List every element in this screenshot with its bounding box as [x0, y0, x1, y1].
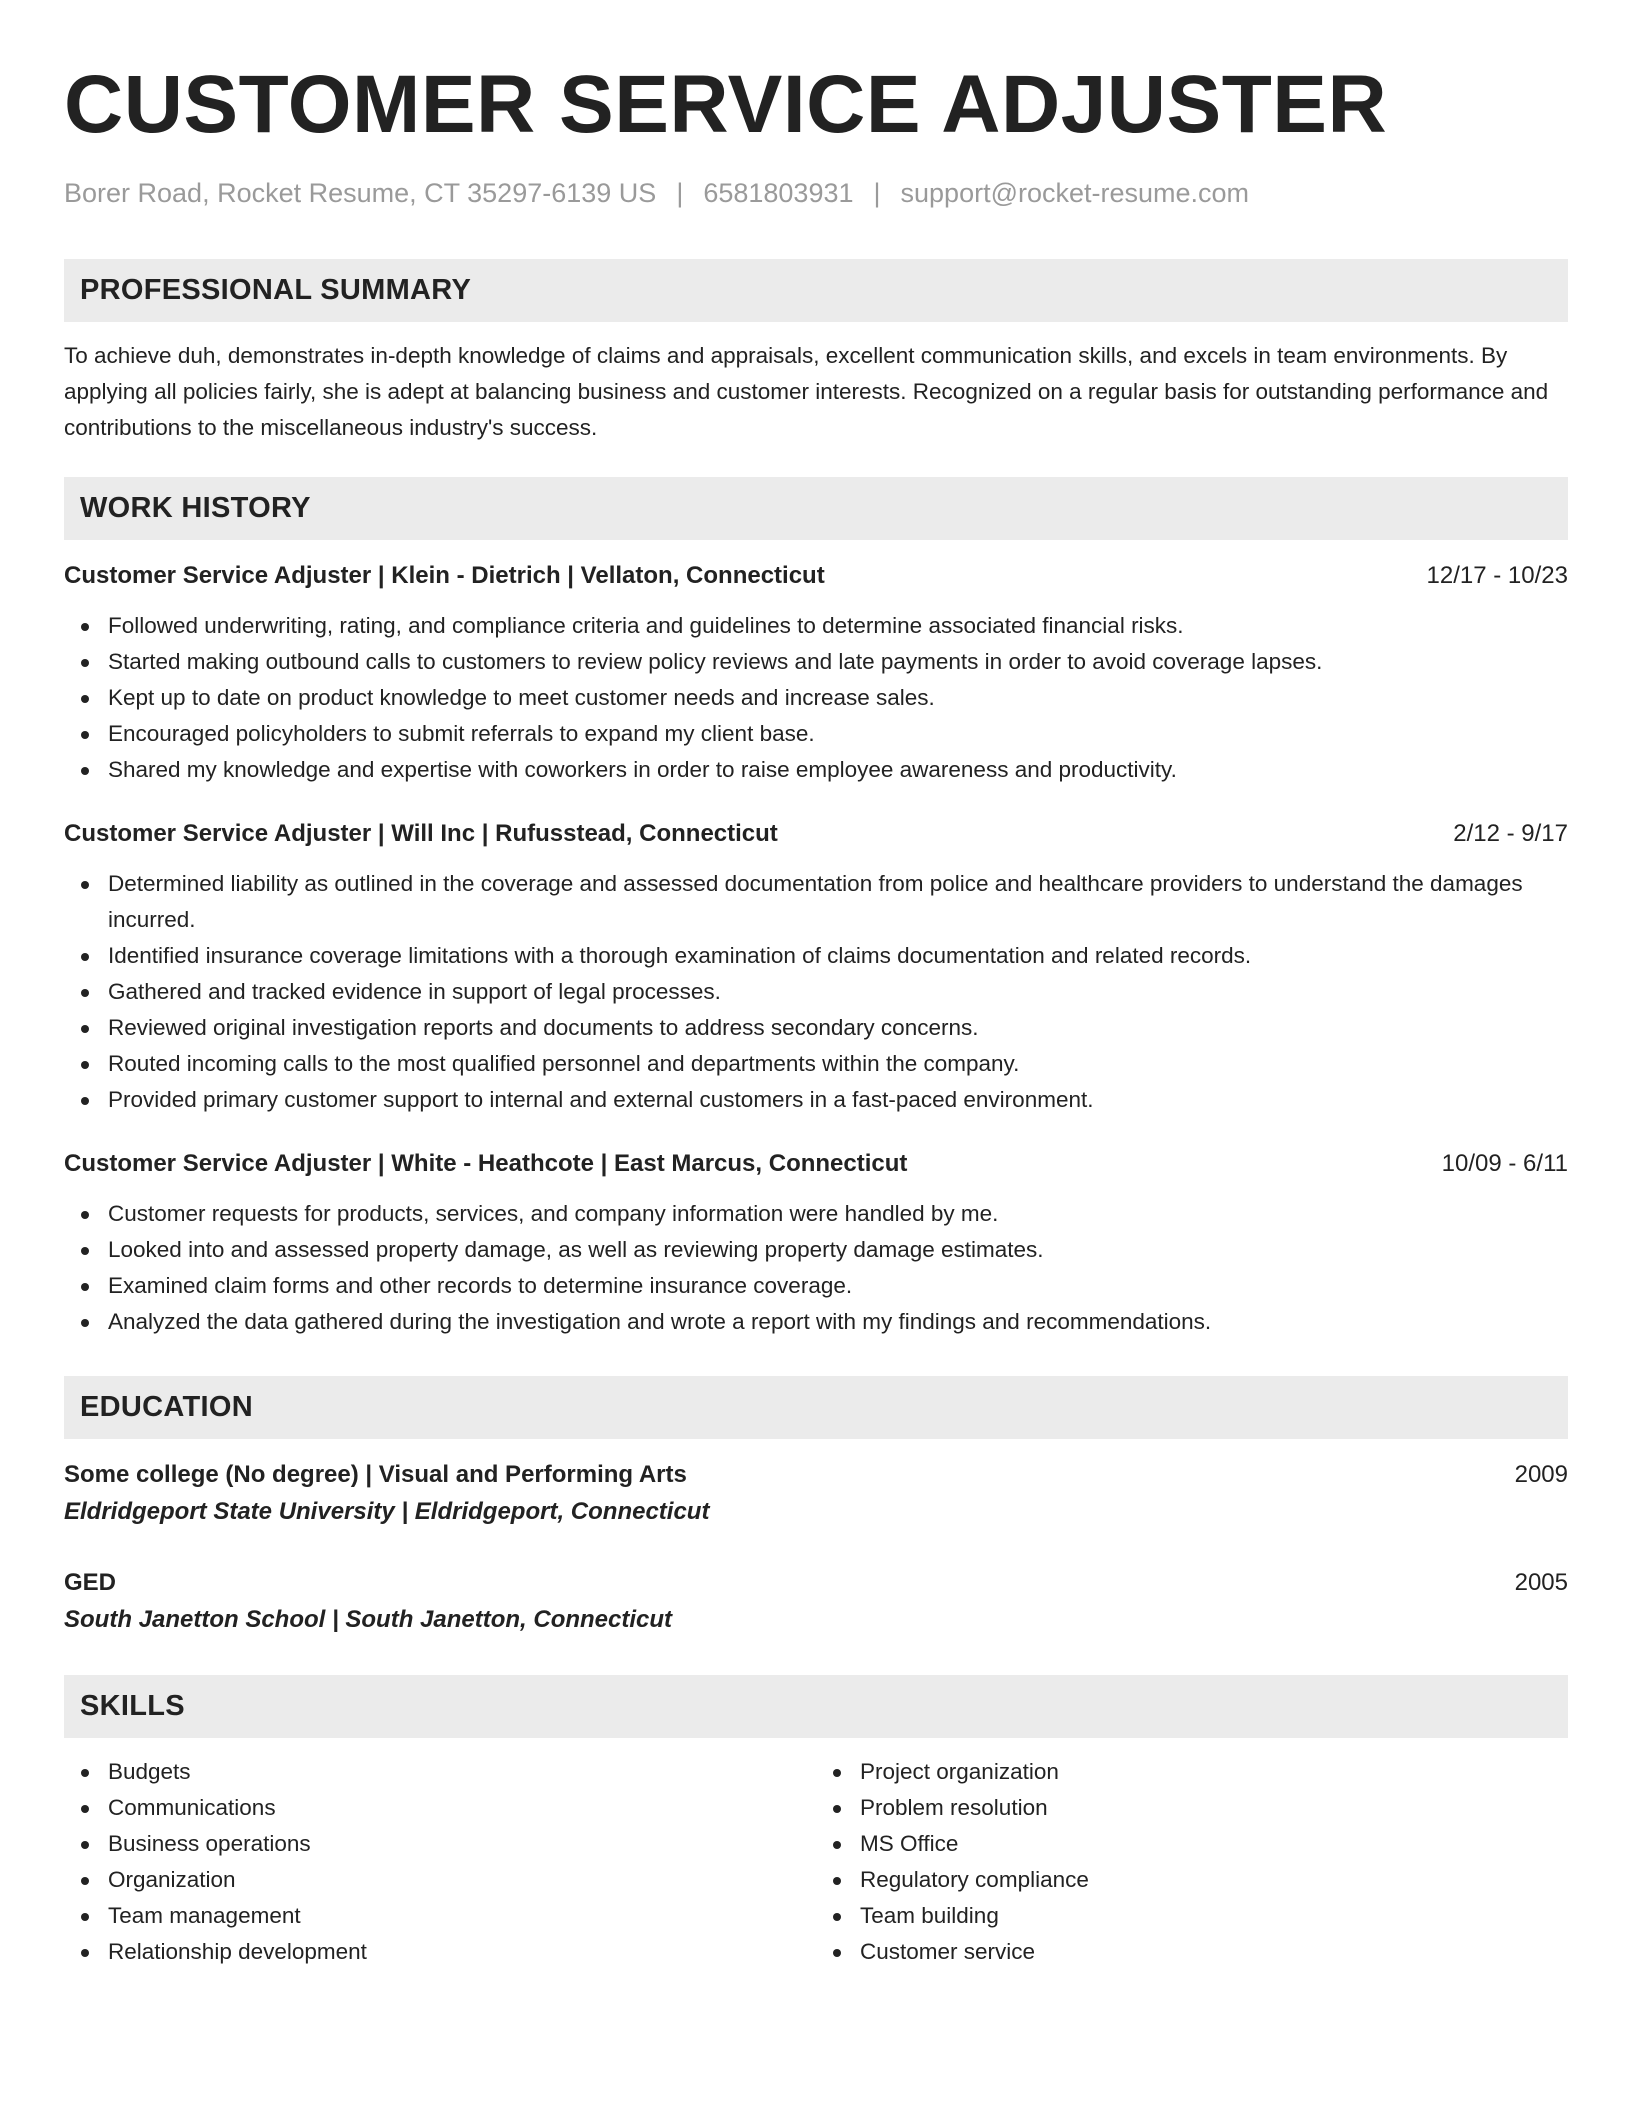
skills-column-right: [816, 1754, 1568, 1970]
education-school: Eldridgeport State University | Eldridgeport, Connecticut: [64, 1498, 710, 1526]
contact-phone: 6581803931: [703, 178, 854, 208]
skill-item: Regulatory compliance: [860, 1862, 1568, 1898]
job-duty: Gathered and tracked evidence in support of legal processes.: [108, 974, 1568, 1010]
skill-item: Organization: [108, 1862, 816, 1898]
job-entry: [64, 816, 1568, 1118]
skill-item: Business operations: [108, 1826, 816, 1862]
job-duties: [64, 608, 1568, 788]
job-dates: 10/09 - 6/11: [1441, 1150, 1568, 1178]
education-entry: [64, 1565, 1568, 1639]
job-duty: Routed incoming calls to the most qualified personnel and departments within the company.: [108, 1046, 1568, 1082]
contact-email: support@rocket-resume.com: [900, 178, 1250, 208]
job-duty: Shared my knowledge and expertise with coworkers in order to raise employee awareness and productivity.: [108, 752, 1568, 788]
work-history-heading: WORK HISTORY: [64, 477, 1568, 540]
education-school: South Janetton School | South Janetton, Connecticut: [64, 1606, 673, 1634]
skill-item: Budgets: [108, 1754, 816, 1790]
job-dates: 2/12 - 9/17: [1453, 820, 1568, 848]
education-heading: EDUCATION: [64, 1376, 1568, 1439]
education-degree: Some college (No degree) | Visual and Performing Arts: [64, 1461, 687, 1489]
job-duties: [64, 866, 1568, 1118]
education-year: 2009: [1514, 1461, 1568, 1489]
job-duty: Looked into and assessed property damage, as well as reviewing property damage estimates.: [108, 1232, 1568, 1268]
job-duty: Examined claim forms and other records to determine insurance coverage.: [108, 1268, 1568, 1304]
job-dates: 12/17 - 10/23: [1426, 562, 1568, 590]
skill-item: Problem resolution: [860, 1790, 1568, 1826]
skills-list: [64, 1754, 1568, 1970]
job-duty: Encouraged policyholders to submit referrals to expand my client base.: [108, 716, 1568, 752]
contact-line: [64, 176, 1568, 211]
job-duty: Customer requests for products, services, and company information were handled by me.: [108, 1196, 1568, 1232]
summary-text: To achieve duh, demonstrates in-depth knowledge of claims and appraisals, excellent communication skills, and excels in team environments. By applying all policies fairly, she is adept at balancing business and customer interests. Recognized on a regular basis for outstanding performance and contributions to the miscellaneous industry's success.: [64, 343, 1549, 441]
job-duty: Started making outbound calls to customers to review policy reviews and late payments in order to avoid coverage lapses.: [108, 644, 1568, 680]
job-duties: [64, 1196, 1568, 1340]
contact-separator: |: [873, 178, 881, 208]
contact-separator: |: [676, 178, 684, 208]
job-title: Customer Service Adjuster | White - Heathcote | East Marcus, Connecticut: [64, 1150, 908, 1178]
skills-column-left: [64, 1754, 816, 1970]
job-title: Customer Service Adjuster | Will Inc | Rufusstead, Connecticut: [64, 820, 778, 848]
job-duty: Kept up to date on product knowledge to meet customer needs and increase sales.: [108, 680, 1568, 716]
job-duty: Analyzed the data gathered during the investigation and wrote a report with my findings and recommendations.: [108, 1304, 1568, 1340]
skill-item: Team building: [860, 1898, 1568, 1934]
skill-item: Project organization: [860, 1754, 1568, 1790]
job-title: Customer Service Adjuster | Klein - Dietrich | Vellaton, Connecticut: [64, 562, 825, 590]
candidate-name: CUSTOMER SERVICE ADJUSTER: [64, 59, 1388, 150]
summary-heading: PROFESSIONAL SUMMARY: [64, 259, 1568, 322]
job-duty: Reviewed original investigation reports and documents to address secondary concerns.: [108, 1010, 1568, 1046]
skill-item: Relationship development: [108, 1934, 816, 1970]
skill-item: MS Office: [860, 1826, 1568, 1862]
skills-heading: SKILLS: [64, 1675, 1568, 1738]
job-entry: [64, 558, 1568, 788]
education-entry: [64, 1457, 1568, 1531]
skill-item: Communications: [108, 1790, 816, 1826]
job-duty: Followed underwriting, rating, and compliance criteria and guidelines to determine associated financial risks.: [108, 608, 1568, 644]
job-duty: Provided primary customer support to internal and external customers in a fast-paced environment.: [108, 1082, 1568, 1118]
job-duty: Determined liability as outlined in the coverage and assessed documentation from police and healthcare providers to understand the damages incurred.: [108, 866, 1568, 938]
skill-item: Customer service: [860, 1934, 1568, 1970]
contact-address: Borer Road, Rocket Resume, CT 35297-6139 US: [64, 178, 657, 208]
education-year: 2005: [1514, 1569, 1568, 1597]
job-entry: [64, 1146, 1568, 1340]
job-duty: Identified insurance coverage limitations with a thorough examination of claims documentation and related records.: [108, 938, 1568, 974]
education-degree: GED: [64, 1569, 117, 1597]
skill-item: Team management: [108, 1898, 816, 1934]
